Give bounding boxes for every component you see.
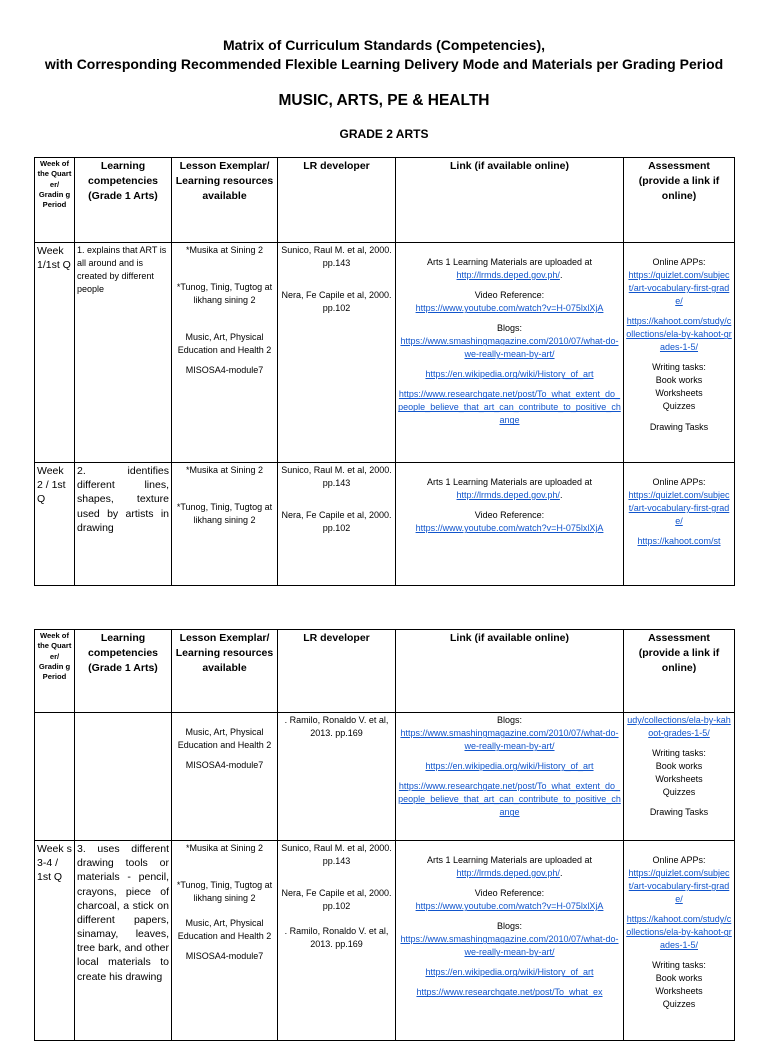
header-competencies: Learning competencies (Grade 1 Arts)	[75, 158, 172, 243]
resource-tunog: *Tunog, Tinig, Tugtog at likhang sining 2	[176, 282, 273, 306]
header-link: Link (if available online)	[396, 630, 624, 713]
blogs-label: Blogs:	[496, 715, 522, 725]
smashing-link[interactable]: https://www.smashingmagazine.com/2010/07/what-do-we-really-mean-by-art/	[400, 336, 619, 360]
competency-cell: 3. uses different drawing tools or materials - pencil, crayons, piece of charcoal, a stick on different papers, sinamay, leaves, tree bark, and other local materials to create his drawing	[75, 841, 172, 1041]
week-cell: Week s 3-4 / 1st Q	[35, 841, 75, 1041]
developer-sunico: Sunico, Raul M. et al, 2000. pp.143	[281, 465, 392, 489]
developer-nera: Nera, Fe Capile et al, 2000. pp.102	[281, 888, 392, 912]
lrmds-link[interactable]: http://lrmds.deped.gov.ph/	[456, 868, 560, 879]
quizzes: Quizzes	[662, 999, 696, 1010]
developer-nera: Nera, Fe Capile et al, 2000. pp.102	[281, 510, 392, 534]
youtube-link[interactable]: https://www.youtube.com/watch?v=H-075lxlXjA	[415, 523, 604, 534]
header-developer: LR developer	[278, 158, 396, 243]
document-title-line1: Matrix of Curriculum Standards (Competencies),	[222, 37, 546, 53]
table-row	[35, 463, 735, 586]
resource-module: MISOSA4-module7	[185, 760, 264, 771]
developer-cell	[278, 463, 396, 586]
header-link: Link (if available online)	[396, 158, 624, 243]
week-cell: Week 2 / 1st Q	[35, 463, 75, 586]
competency-cell: 2. identifies different lines, shapes, texture used by artists in drawing	[75, 463, 172, 586]
wikipedia-link[interactable]: https://en.wikipedia.org/wiki/History_of_art	[425, 369, 594, 380]
exemplar-cell	[172, 243, 278, 463]
writing-tasks-label: Writing tasks:	[652, 960, 706, 971]
header-developer: LR developer	[278, 630, 396, 713]
video-label: Video Reference:	[474, 290, 545, 301]
exemplar-cell	[172, 713, 278, 841]
table-header-row	[35, 158, 735, 243]
developer-ramilo: . Ramilo, Ronaldo V. et al, 2013. pp.169	[284, 926, 389, 950]
youtube-link[interactable]: https://www.youtube.com/watch?v=H-075lxlXjA	[415, 303, 604, 314]
quizlet-link[interactable]: https://quizlet.com/subject/art-vocabulary-first-grade/	[628, 490, 730, 527]
week-cell: Week 1/1st Q	[35, 243, 75, 463]
online-apps-label: Online APPs:	[652, 855, 706, 865]
table-row	[35, 713, 735, 841]
researchgate-link-partial[interactable]: https://www.researchgate.net/post/To_what_ex	[416, 987, 603, 998]
youtube-link[interactable]: https://www.youtube.com/watch?v=H-075lxlXjA	[415, 901, 604, 912]
developer-nera: Nera, Fe Capile et al, 2000. pp.102	[281, 290, 392, 314]
worksheets: Worksheets	[655, 986, 703, 997]
exemplar-cell	[172, 841, 278, 1041]
resource-musika: *Musika at Sining 2	[185, 843, 264, 853]
lrmds-link[interactable]: http://lrmds.deped.gov.ph/	[456, 270, 560, 281]
document-title-line2: with Corresponding Recommended Flexible Learning Delivery Mode and Materials per Grading Period	[44, 56, 724, 72]
header-assessment: Assessment (provide a link if online)	[624, 158, 735, 243]
resource-mapeh: Music, Art, Physical Education and Health 2	[177, 918, 272, 942]
quizzes: Quizzes	[662, 787, 696, 798]
resource-tunog: *Tunog, Tinig, Tugtog at likhang sining 2	[176, 880, 273, 904]
online-apps-label: Online APPs:	[652, 477, 706, 487]
book-works: Book works	[655, 973, 703, 984]
header-exemplar: Lesson Exemplar/ Learning resources available	[172, 158, 278, 243]
lrmds-link[interactable]: http://lrmds.deped.gov.ph/	[456, 490, 560, 501]
writing-tasks-label: Writing tasks:	[652, 748, 706, 759]
developer-sunico: Sunico, Raul M. et al, 2000. pp.143	[281, 843, 392, 867]
resource-mapeh: Music, Art, Physical Education and Health 2	[177, 332, 272, 356]
competency-table-1	[34, 157, 735, 586]
header-exemplar: Lesson Exemplar/ Learning resources available	[172, 630, 278, 713]
competency-cell	[75, 713, 172, 841]
video-label: Video Reference:	[474, 510, 545, 521]
developer-ramilo: . Ramilo, Ronaldo V. et al, 2013. pp.169	[284, 715, 389, 739]
uploaded-text: Arts 1 Learning Materials are uploaded at	[426, 855, 593, 865]
exemplar-cell	[172, 463, 278, 586]
header-assessment: Assessment (provide a link if online)	[624, 630, 735, 713]
header-competencies: Learning competencies (Grade 1 Arts)	[75, 630, 172, 713]
link-cell: Arts 1 Learning Materials are uploaded at http://lrmds.deped.gov.ph/. Video Reference: https://www.youtube.com/watch?v=H-075lxlXjA	[396, 463, 624, 586]
kahoot-link-partial[interactable]: udy/collections/ela-by-kahoot-grades-1-5/	[627, 715, 731, 739]
book-works: Book works	[655, 761, 703, 772]
competency-cell: 1. explains that ART is all around and is created by different people	[75, 243, 172, 463]
resource-mapeh: Music, Art, Physical Education and Health 2	[177, 727, 272, 751]
writing-tasks-label: Writing tasks:	[652, 362, 706, 373]
link-cell: Arts 1 Learning Materials are uploaded at http://lrmds.deped.gov.ph/. Video Reference: https://www.youtube.com/watch?v=H-075lxlXjA Blogs: https://www.smashingmagazine.com/2010/07/what-do-we-really-mean-by-art/ https://en.wikipedia.org/wiki/History_of_art https://www.researchgate.net/post/To_what_ex	[396, 841, 624, 1041]
researchgate-link[interactable]: https://www.researchgate.net/post/To_what_extent_do_people_believe_that_art_can_contribute_to_positive_change	[398, 781, 621, 818]
worksheets: Worksheets	[655, 388, 703, 399]
quizlet-link[interactable]: https://quizlet.com/subject/art-vocabulary-first-grade/	[628, 270, 730, 307]
competency-table-2	[34, 629, 735, 1041]
blogs-label: Blogs:	[496, 921, 522, 932]
table-row	[35, 841, 735, 1041]
developer-cell	[278, 713, 396, 841]
video-label: Video Reference:	[474, 888, 545, 899]
kahoot-link[interactable]: https://kahoot.com/study/collections/ela-by-kahoot-grades-1-5/	[626, 316, 732, 353]
resource-tunog: *Tunog, Tinig, Tugtog at likhang sining 2	[176, 502, 273, 526]
resource-musika: *Musika at Sining 2	[185, 245, 264, 255]
assessment-cell	[624, 243, 735, 463]
quizzes: Quizzes	[662, 401, 696, 412]
worksheets: Worksheets	[655, 774, 703, 785]
book-works: Book works	[655, 375, 703, 386]
wikipedia-link[interactable]: https://en.wikipedia.org/wiki/History_of_art	[425, 967, 594, 978]
blogs-label: Blogs:	[496, 323, 522, 334]
grade-heading: GRADE 2 ARTS	[339, 127, 429, 141]
assessment-cell	[624, 713, 735, 841]
developer-sunico: Sunico, Raul M. et al, 2000. pp.143	[281, 245, 392, 269]
smashing-link[interactable]: https://www.smashingmagazine.com/2010/07/what-do-we-really-mean-by-art/	[400, 728, 619, 752]
kahoot-link-partial[interactable]: https://kahoot.com/st	[637, 536, 721, 547]
resource-module: MISOSA4-module7	[185, 951, 264, 962]
subject-heading: MUSIC, ARTS, PE & HEALTH	[278, 92, 490, 109]
wikipedia-link[interactable]: https://en.wikipedia.org/wiki/History_of_art	[425, 761, 594, 772]
link-cell	[396, 713, 624, 841]
resource-musika: *Musika at Sining 2	[185, 465, 264, 475]
header-week: Week of the Quart er/ Gradin g Period	[35, 158, 75, 243]
online-apps-label: Online APPs:	[652, 257, 706, 267]
table-row	[35, 243, 735, 463]
assessment-cell	[624, 463, 735, 586]
quizlet-link[interactable]: https://quizlet.com/subject/art-vocabulary-first-grade/	[628, 868, 730, 905]
kahoot-link[interactable]: https://kahoot.com/study/collections/ela-by-kahoot-grades-1-5/	[626, 914, 732, 951]
developer-cell	[278, 243, 396, 463]
resource-module: MISOSA4-module7	[185, 365, 264, 376]
smashing-link[interactable]: https://www.smashingmagazine.com/2010/07/what-do-we-really-mean-by-art/	[400, 934, 619, 958]
drawing-tasks: Drawing Tasks	[649, 421, 709, 432]
researchgate-link[interactable]: https://www.researchgate.net/post/To_what_extent_do_people_believe_that_art_can_contribute_to_positive_change	[398, 389, 621, 426]
header-week: Week of the Quart er/ Gradin g Period	[35, 630, 75, 713]
uploaded-text: Arts 1 Learning Materials are uploaded at	[426, 477, 593, 487]
developer-cell	[278, 841, 396, 1041]
week-cell	[35, 713, 75, 841]
drawing-tasks: Drawing Tasks	[649, 807, 709, 818]
uploaded-text: Arts 1 Learning Materials are uploaded at	[426, 257, 593, 267]
assessment-cell	[624, 841, 735, 1041]
table-header-row	[35, 630, 735, 713]
link-cell: Arts 1 Learning Materials are uploaded at http://lrmds.deped.gov.ph/. Video Reference: https://www.youtube.com/watch?v=H-075lxlXjA Blogs: https://www.smashingmagazine.com/2010/07/what-do-we-really-mean-by-art/ https://en.wikipedia.org/wiki/History_of_art https://www.researchgate.net/post/To_what_extent_do_people_believe_that_art_can_contribute_to_positive_change	[396, 243, 624, 463]
